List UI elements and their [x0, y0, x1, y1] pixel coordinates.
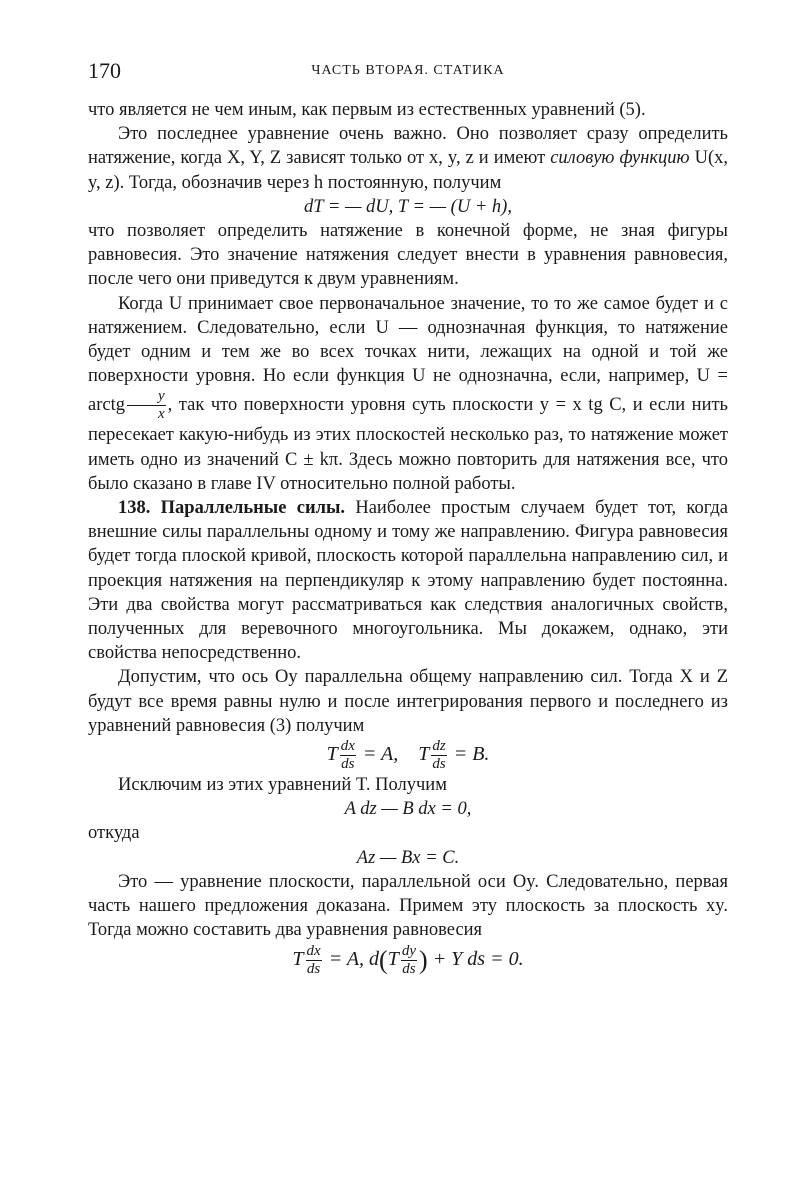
- formula2-t1: T: [326, 743, 338, 766]
- fraction-numerator: dx: [340, 738, 355, 755]
- page-number: 170: [88, 58, 121, 83]
- close-paren: ): [419, 944, 428, 974]
- formula2-t2: T: [418, 743, 430, 766]
- fraction-dz-ds: [431, 738, 446, 773]
- formula2-r1: = A,: [357, 743, 399, 766]
- paragraph-5: [88, 496, 728, 665]
- formula-tension-potential: dT = — dU, T = — (U + h),: [304, 196, 512, 217]
- fraction-y-over-x: [127, 388, 166, 423]
- fraction-numerator: y: [127, 388, 166, 406]
- formula5-t2: T: [387, 947, 399, 970]
- formula-equilibrium: [88, 943, 728, 978]
- fraction-denominator: ds: [341, 756, 355, 773]
- fraction-dx-ds: [340, 738, 356, 773]
- fraction-denominator: x: [157, 406, 165, 423]
- paragraph-6: Допустим, что ось Oy параллельна общему направлению сил. Тогда X и Z будут все время равны нулю и после интегрирования первого и последнего из уравнений равновесия (3) получим: [88, 667, 728, 736]
- fraction-denominator: ds: [306, 960, 321, 977]
- fraction-numerator: dx: [306, 942, 321, 959]
- fraction-numerator: dy: [401, 942, 417, 959]
- paragraph-4-text-a: Когда U принимает свое первоначальное значение, то то же самое будет и с натяжением. Следовательно, если U — однозначная функция, то натяжение будет одним и тем же во всех точках нити, лежащих на одной и той же поверхности уровня. Но если функция U не однозначна, если, например, U = arctg: [88, 293, 728, 416]
- paragraph-4-text-b: , так что поверхности уровня суть плоскости y = x tg C, и если нить пересекает какую-нибудь из этих плоскостей несколько раз, то натяжение может иметь одно из значений C ± kπ. Здесь можно повторить для натяжения все, что было сказано в главе IV относительно полной работы.: [88, 395, 728, 494]
- open-paren: (: [379, 944, 388, 974]
- formula5-r1: = A, d: [323, 947, 380, 970]
- formula-tension-derivatives: [88, 738, 728, 773]
- paragraph-2-text-b: U(x, y, z). Тогда, обозначив через h постоянную, получим: [88, 148, 728, 193]
- section-heading: 138. Параллельные силы.: [118, 498, 346, 519]
- fraction-dx-ds: [306, 943, 322, 978]
- paragraph-5-text: Наиболее простым случаем будет тот, когда внешние силы параллельны одному и тому же направлению. Фигура равновесия будет тогда плоской кривой, плоскость которой параллельна направлению сил, и проекция натяжения на перпендикуляр к этому направлению будет постоянна. Эти два свойства могут рассматриваться как следствия аналогичных свойств, полученных для веревочного многоугольника. Мы докажем, однако, эти свойства непосредственно.: [88, 498, 728, 664]
- paragraph-1: что является не чем иным, как первым из естественных уравнений (5).: [88, 100, 646, 120]
- emphasis-force-function: силовую функцию: [550, 148, 690, 169]
- formula-plane: Az — Bx = C.: [356, 847, 460, 868]
- paragraph-2-text-a: Это последнее уравнение очень важно. Оно позволяет сразу определить натяжение, когда X, Y, Z зависят только от x, y, z и имеют: [88, 124, 728, 169]
- fraction-denominator: ds: [402, 960, 416, 977]
- running-head: ЧАСТЬ ВТОРАЯ. СТАТИКА: [311, 63, 505, 78]
- fraction-denominator: ds: [432, 756, 446, 773]
- fraction-numerator: dz: [432, 738, 446, 755]
- paragraph-8: откуда: [88, 823, 140, 844]
- paragraph-4: [88, 292, 728, 496]
- fraction-dy-ds: [401, 943, 417, 978]
- paragraph-7: Исключим из этих уравнений T. Получим: [118, 775, 447, 796]
- body-text: [88, 98, 728, 978]
- formula5-r2: + Y ds = 0.: [427, 947, 524, 970]
- page-header: [88, 58, 728, 88]
- formula-eliminate-tension: A dz — B dx = 0,: [344, 799, 472, 820]
- paragraph-9: Это — уравнение плоскости, параллельной оси Oy. Следовательно, первая часть нашего предложения доказана. Примем эту плоскость за плоскость xy. Тогда можно составить два уравнения равновесия: [88, 871, 728, 941]
- formula5-t1: T: [292, 947, 304, 970]
- paragraph-2: [88, 122, 728, 195]
- formula2-r2: = B.: [448, 743, 490, 766]
- paragraph-3: что позволяет определить натяжение в конечной форме, не зная фигуры равновесия. Это значение натяжения следует внести в уравнения равновесия, после чего они приведутся к двум уравнениям.: [88, 221, 728, 290]
